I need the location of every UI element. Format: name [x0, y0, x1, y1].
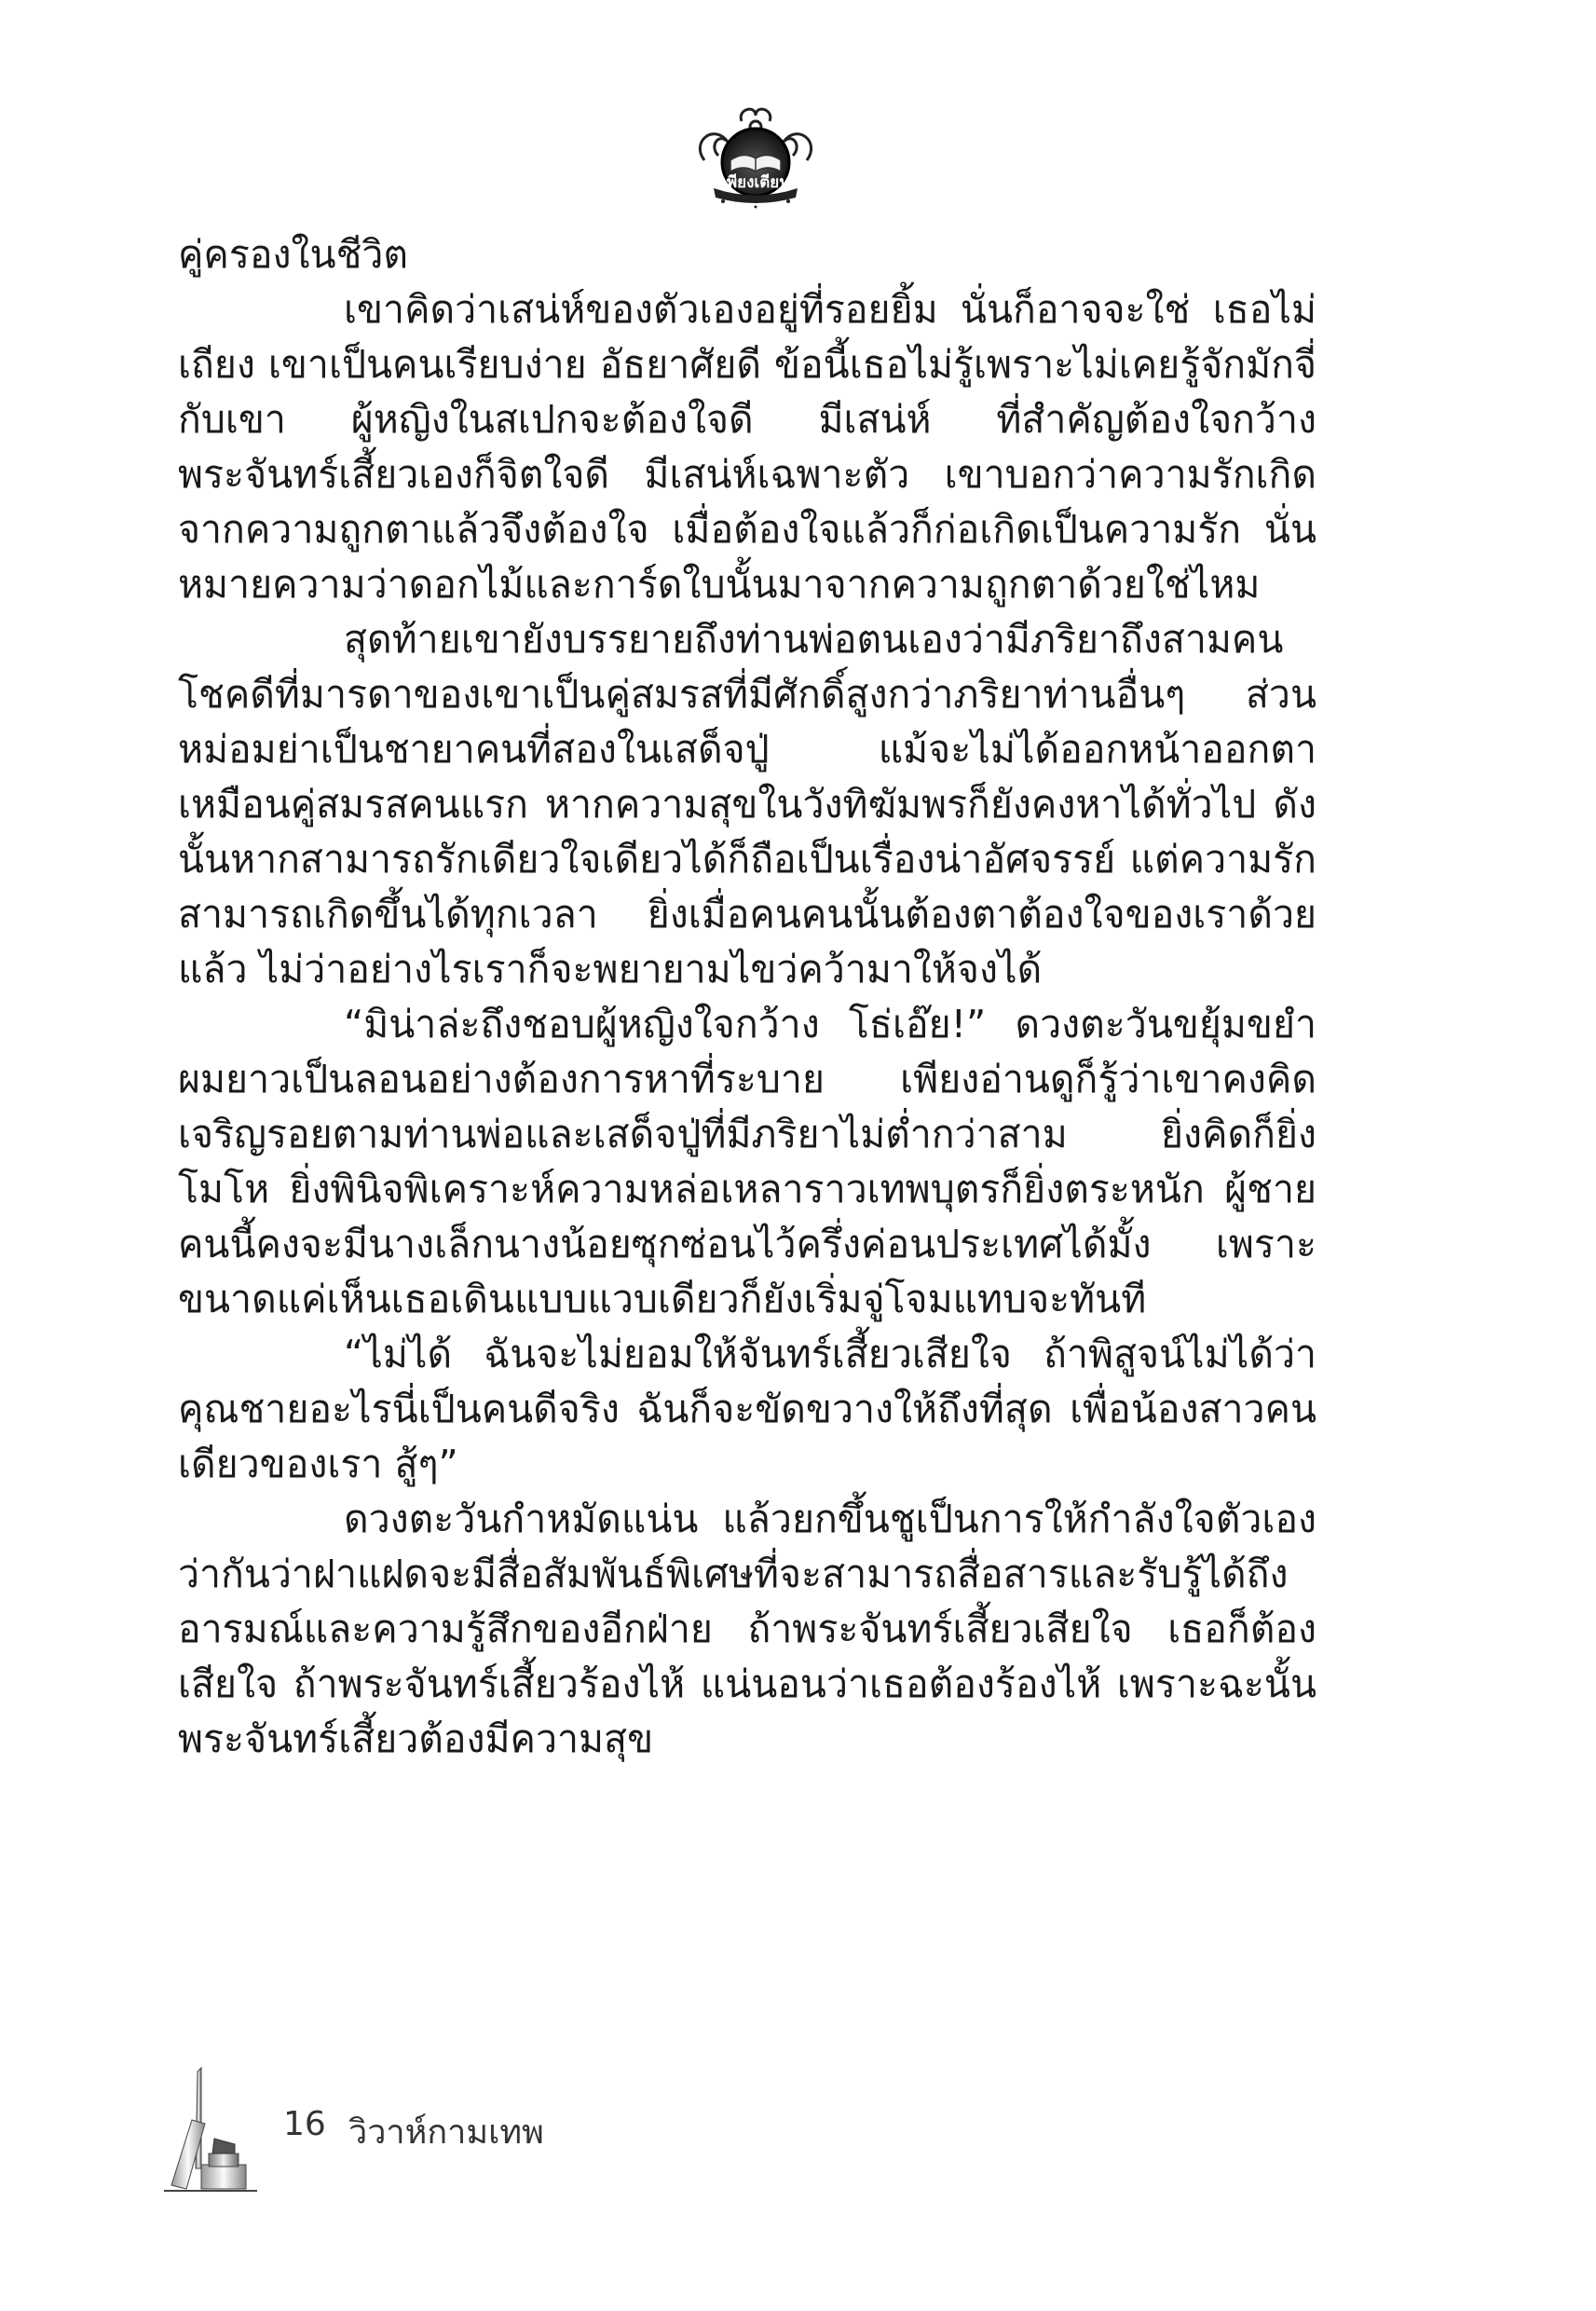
page-number: 16	[283, 2105, 326, 2143]
book-title: วิวาห์กามเทพ	[348, 2113, 544, 2152]
paragraph-4: “มิน่าล่ะถึงชอบผู้หญิงใจกว้าง โธ่เอ๊ย!” ดวงตะวันขยุ้มขยำผมยาวเป็นลอนอย่างต้องการหาที่ระบาย เพียงอ่านดูก็รู้ว่าเขาคงคิดเจริญรอยตามท่านพ่อและเสด็จปู่ที่มีภริยาไม่ต่ำกว่าสาม ยิ่งคิดก็ยิ่งโมโห ยิ่งพินิจพิเคราะห์ความหล่อเหลาราวเทพบุตรก็ยิ่งตระหนัก ผู้ชายคนนี้คงจะมีนางเล็กนางน้อยซุกซ่อนไว้ครึ่งค่อนประเทศได้มั้ง เพราะขนาดแค่เห็นเธอเดินแบบแวบเดียวก็ยังเริ่มจู่โจมแทบจะทันที	[178, 1002, 1316, 1321]
lipstick-icon	[164, 2064, 266, 2195]
paragraph-3: สุดท้ายเขายังบรรยายถึงท่านพ่อตนเองว่ามีภริยาถึงสามคน โชคดีที่มารดาของเขาเป็นคู่สมรสที่มีศักดิ์สูงกว่าภริยาท่านอื่นๆ ส่วนหม่อมย่าเป็นชายาคนที่สองในเสด็จปู่ แม้จะไม่ได้ออกหน้าออกตาเหมือนคู่สมรสคนแรก หากความสุขในวังทิฆัมพรก็ยังคงหาได้ทั่วไป ดังนั้นหากสามารถรักเดียวใจเดียวได้ก็ถือเป็นเรื่องน่าอัศจรรย์ แต่ความรักสามารถเกิดขึ้นได้ทุกเวลา ยิ่งเมื่อคนคนนั้นต้องตาต้องใจของเราด้วยแล้ว ไม่ว่าอย่างไรเราก็จะพยายามไขว่คว้ามาให้จงได้	[178, 617, 1316, 991]
logo-text: เพียงเตียน	[721, 173, 790, 192]
paragraph-1: คู่ครองในชีวิต	[178, 232, 409, 277]
page-body	[178, 227, 1316, 1767]
header-logo	[686, 104, 825, 209]
paragraph-6: ดวงตะวันกำหมัดแน่น แล้วยกขึ้นชูเป็นการให้กำลังใจตัวเองว่ากันว่าฝาแฝดจะมีสื่อสัมพันธ์พิเศษที่จะสามารถสื่อสารและรับรู้ได้ถึงอารมณ์และความรู้สึกของอีกฝ่าย ถ้าพระจันทร์เสี้ยวเสียใจ เธอก็ต้องเสียใจ ถ้าพระจันทร์เสี้ยวร้องไห้ แน่นอนว่าเธอต้องร้องไห้ เพราะฉะนั้นพระจันทร์เสี้ยวต้องมีความสุข	[178, 1497, 1316, 1761]
paragraph-5: “ไม่ได้ ฉันจะไม่ยอมให้จันทร์เสี้ยวเสียใจ ถ้าพิสูจน์ไม่ได้ว่าคุณชายอะไรนี่เป็นคนดีจริง ฉันก็จะขัดขวางให้ถึงที่สุด เพื่อน้องสาวคนเดียวของเรา สู้ๆ”	[178, 1332, 1316, 1486]
paragraph-2: เขาคิดว่าเสน่ห์ของตัวเองอยู่ที่รอยยิ้ม นั่นก็อาจจะใช่ เธอไม่เถียง เขาเป็นคนเรียบง่าย อัธยาศัยดี ข้อนี้เธอไม่รู้เพราะไม่เคยรู้จักมักจี่กับเขา ผู้หญิงในสเปกจะต้องใจดี มีเสน่ห์ ที่สำคัญต้องใจกว้าง พระจันทร์เสี้ยวเองก็จิตใจดี มีเสน่ห์เฉพาะตัว เขาบอกว่าความรักเกิดจากความถูกตาแล้วจึงต้องใจ เมื่อต้องใจแล้วก็ก่อเกิดเป็นความรัก นั่นหมายความว่าดอกไม้และการ์ดใบนั้นมาจากความถูกตาด้วยใช่ไหม	[178, 287, 1316, 607]
page-footer	[164, 2064, 630, 2195]
